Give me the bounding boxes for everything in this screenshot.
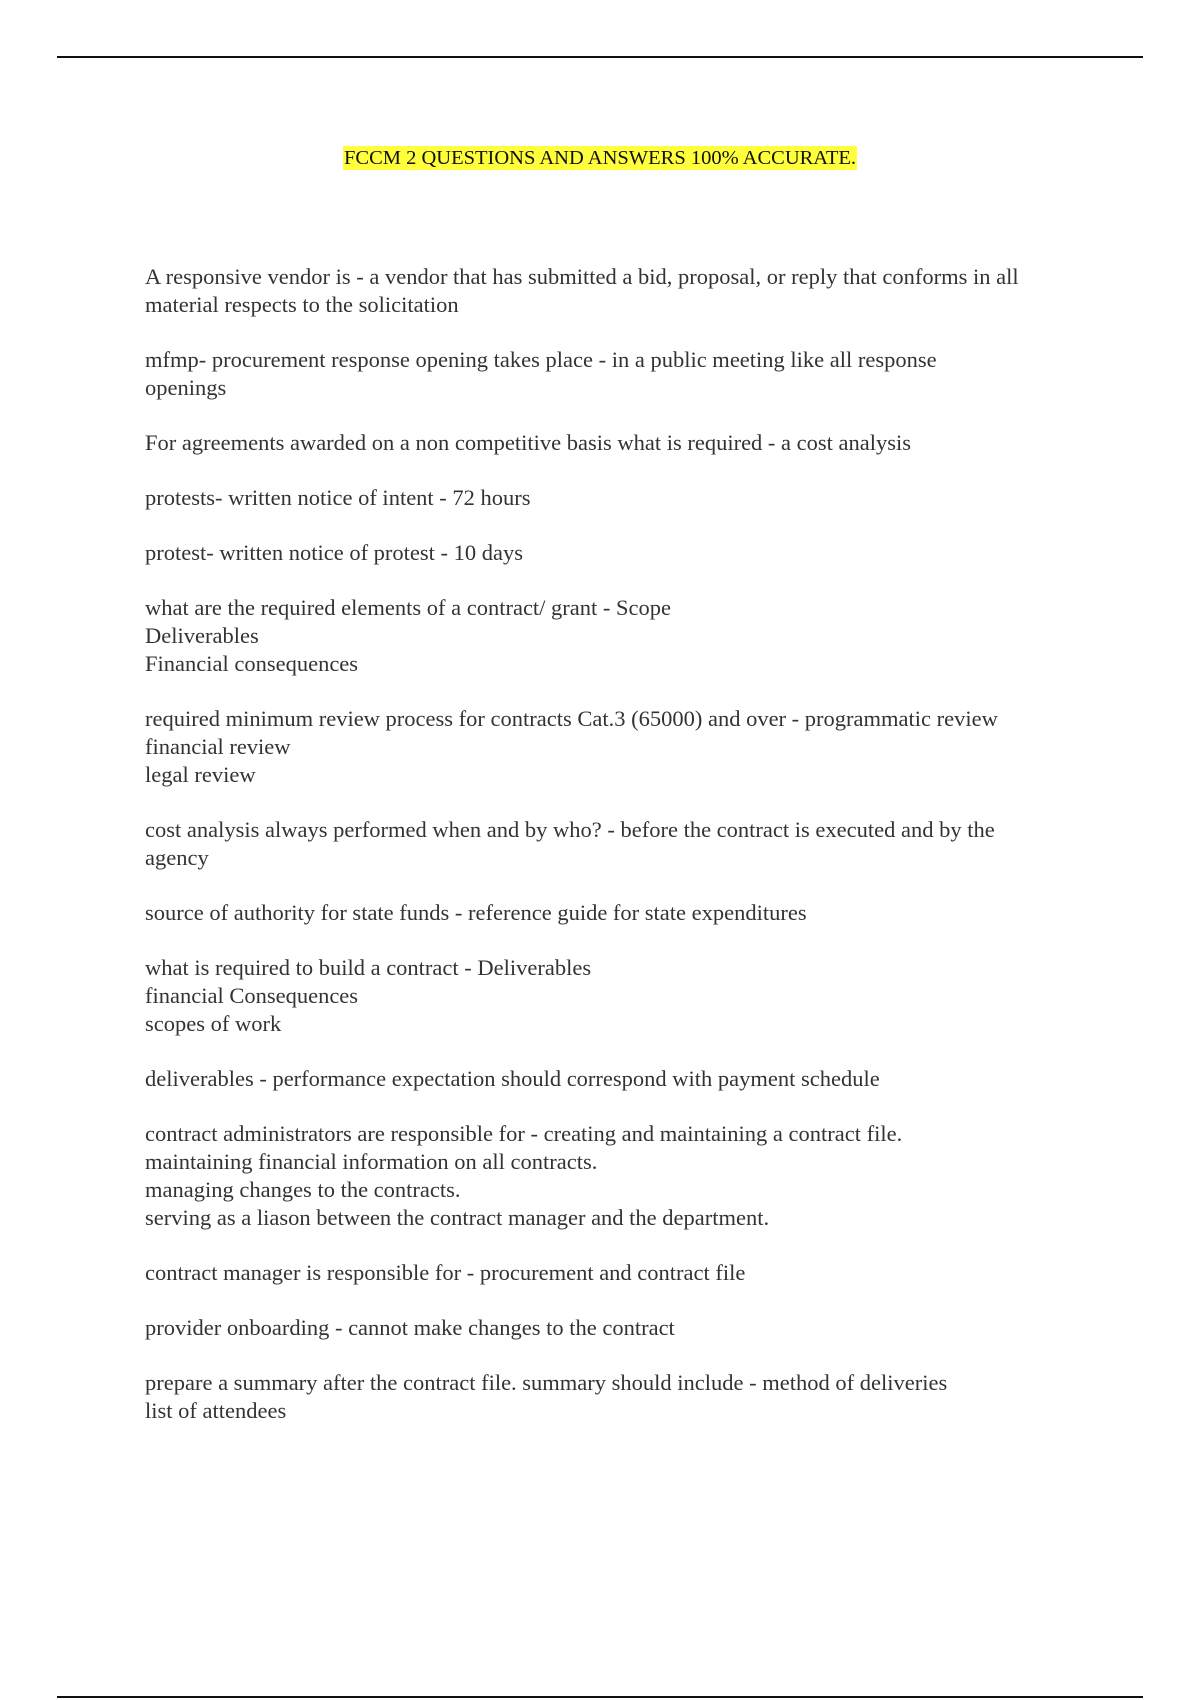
title-container [0,146,1200,170]
qa-line: Financial consequences [145,651,359,676]
qa-line: agency [145,845,209,870]
qa-line: cost analysis always performed when and by who? - before the contract is executed and by the [145,817,995,842]
qa-line: required minimum review process for contracts Cat.3 (65000) and over - programmatic review [145,706,998,731]
qa-entry [145,954,1105,1038]
qa-entry [145,1314,1105,1342]
qa-line: contract administrators are responsible for - creating and maintaining a contract file. [145,1121,903,1146]
qa-line: contract manager is responsible for - procurement and contract file [145,1260,746,1285]
qa-entry [145,1369,1105,1425]
qa-entry [145,1120,1105,1232]
qa-line: Deliverables [145,623,259,648]
qa-entry [145,1259,1105,1287]
qa-entry [145,705,1105,789]
qa-entry [145,1065,1105,1093]
qa-line: openings [145,375,227,400]
qa-line: financial review [145,734,291,759]
qa-line: mfmp- procurement response opening takes place - in a public meeting like all response [145,347,937,372]
qa-line: protests- written notice of intent - 72 hours [145,485,531,510]
qa-line: list of attendees [145,1398,287,1423]
qa-line: maintaining financial information on all contracts. [145,1149,598,1174]
top-rule [57,56,1143,58]
qa-line: provider onboarding - cannot make changes to the contract [145,1315,675,1340]
qa-line: serving as a liason between the contract manager and the department. [145,1205,770,1230]
qa-entry [145,816,1105,872]
document-title: FCCM 2 QUESTIONS AND ANSWERS 100% ACCURATE. [344,147,856,169]
qa-entry [145,484,1105,512]
qa-entry [145,899,1105,927]
qa-entry [145,429,1105,457]
qa-line: managing changes to the contracts. [145,1177,461,1202]
qa-line: source of authority for state funds - reference guide for state expenditures [145,900,807,925]
qa-line: scopes of work [145,1011,282,1036]
qa-line: what are the required elements of a contract/ grant - Scope [145,595,672,620]
qa-line: A responsive vendor is - a vendor that has submitted a bid, proposal, or reply that conforms in all [145,264,1019,289]
qa-line: protest- written notice of protest - 10 days [145,540,524,565]
qa-line: what is required to build a contract - Deliverables [145,955,592,980]
qa-line: material respects to the solicitation [145,292,459,317]
qa-line: For agreements awarded on a non competitive basis what is required - a cost analysis [145,430,912,455]
qa-entry [145,263,1105,319]
qa-line: prepare a summary after the contract file. summary should include - method of deliveries [145,1370,948,1395]
bottom-rule [57,1696,1143,1698]
qa-line: legal review [145,762,256,787]
qa-entry [145,594,1105,678]
qa-entry [145,346,1105,402]
qa-line: financial Consequences [145,983,359,1008]
qa-line: deliverables - performance expectation should correspond with payment schedule [145,1066,880,1091]
qa-entry [145,539,1105,567]
qa-list [145,263,1105,1452]
